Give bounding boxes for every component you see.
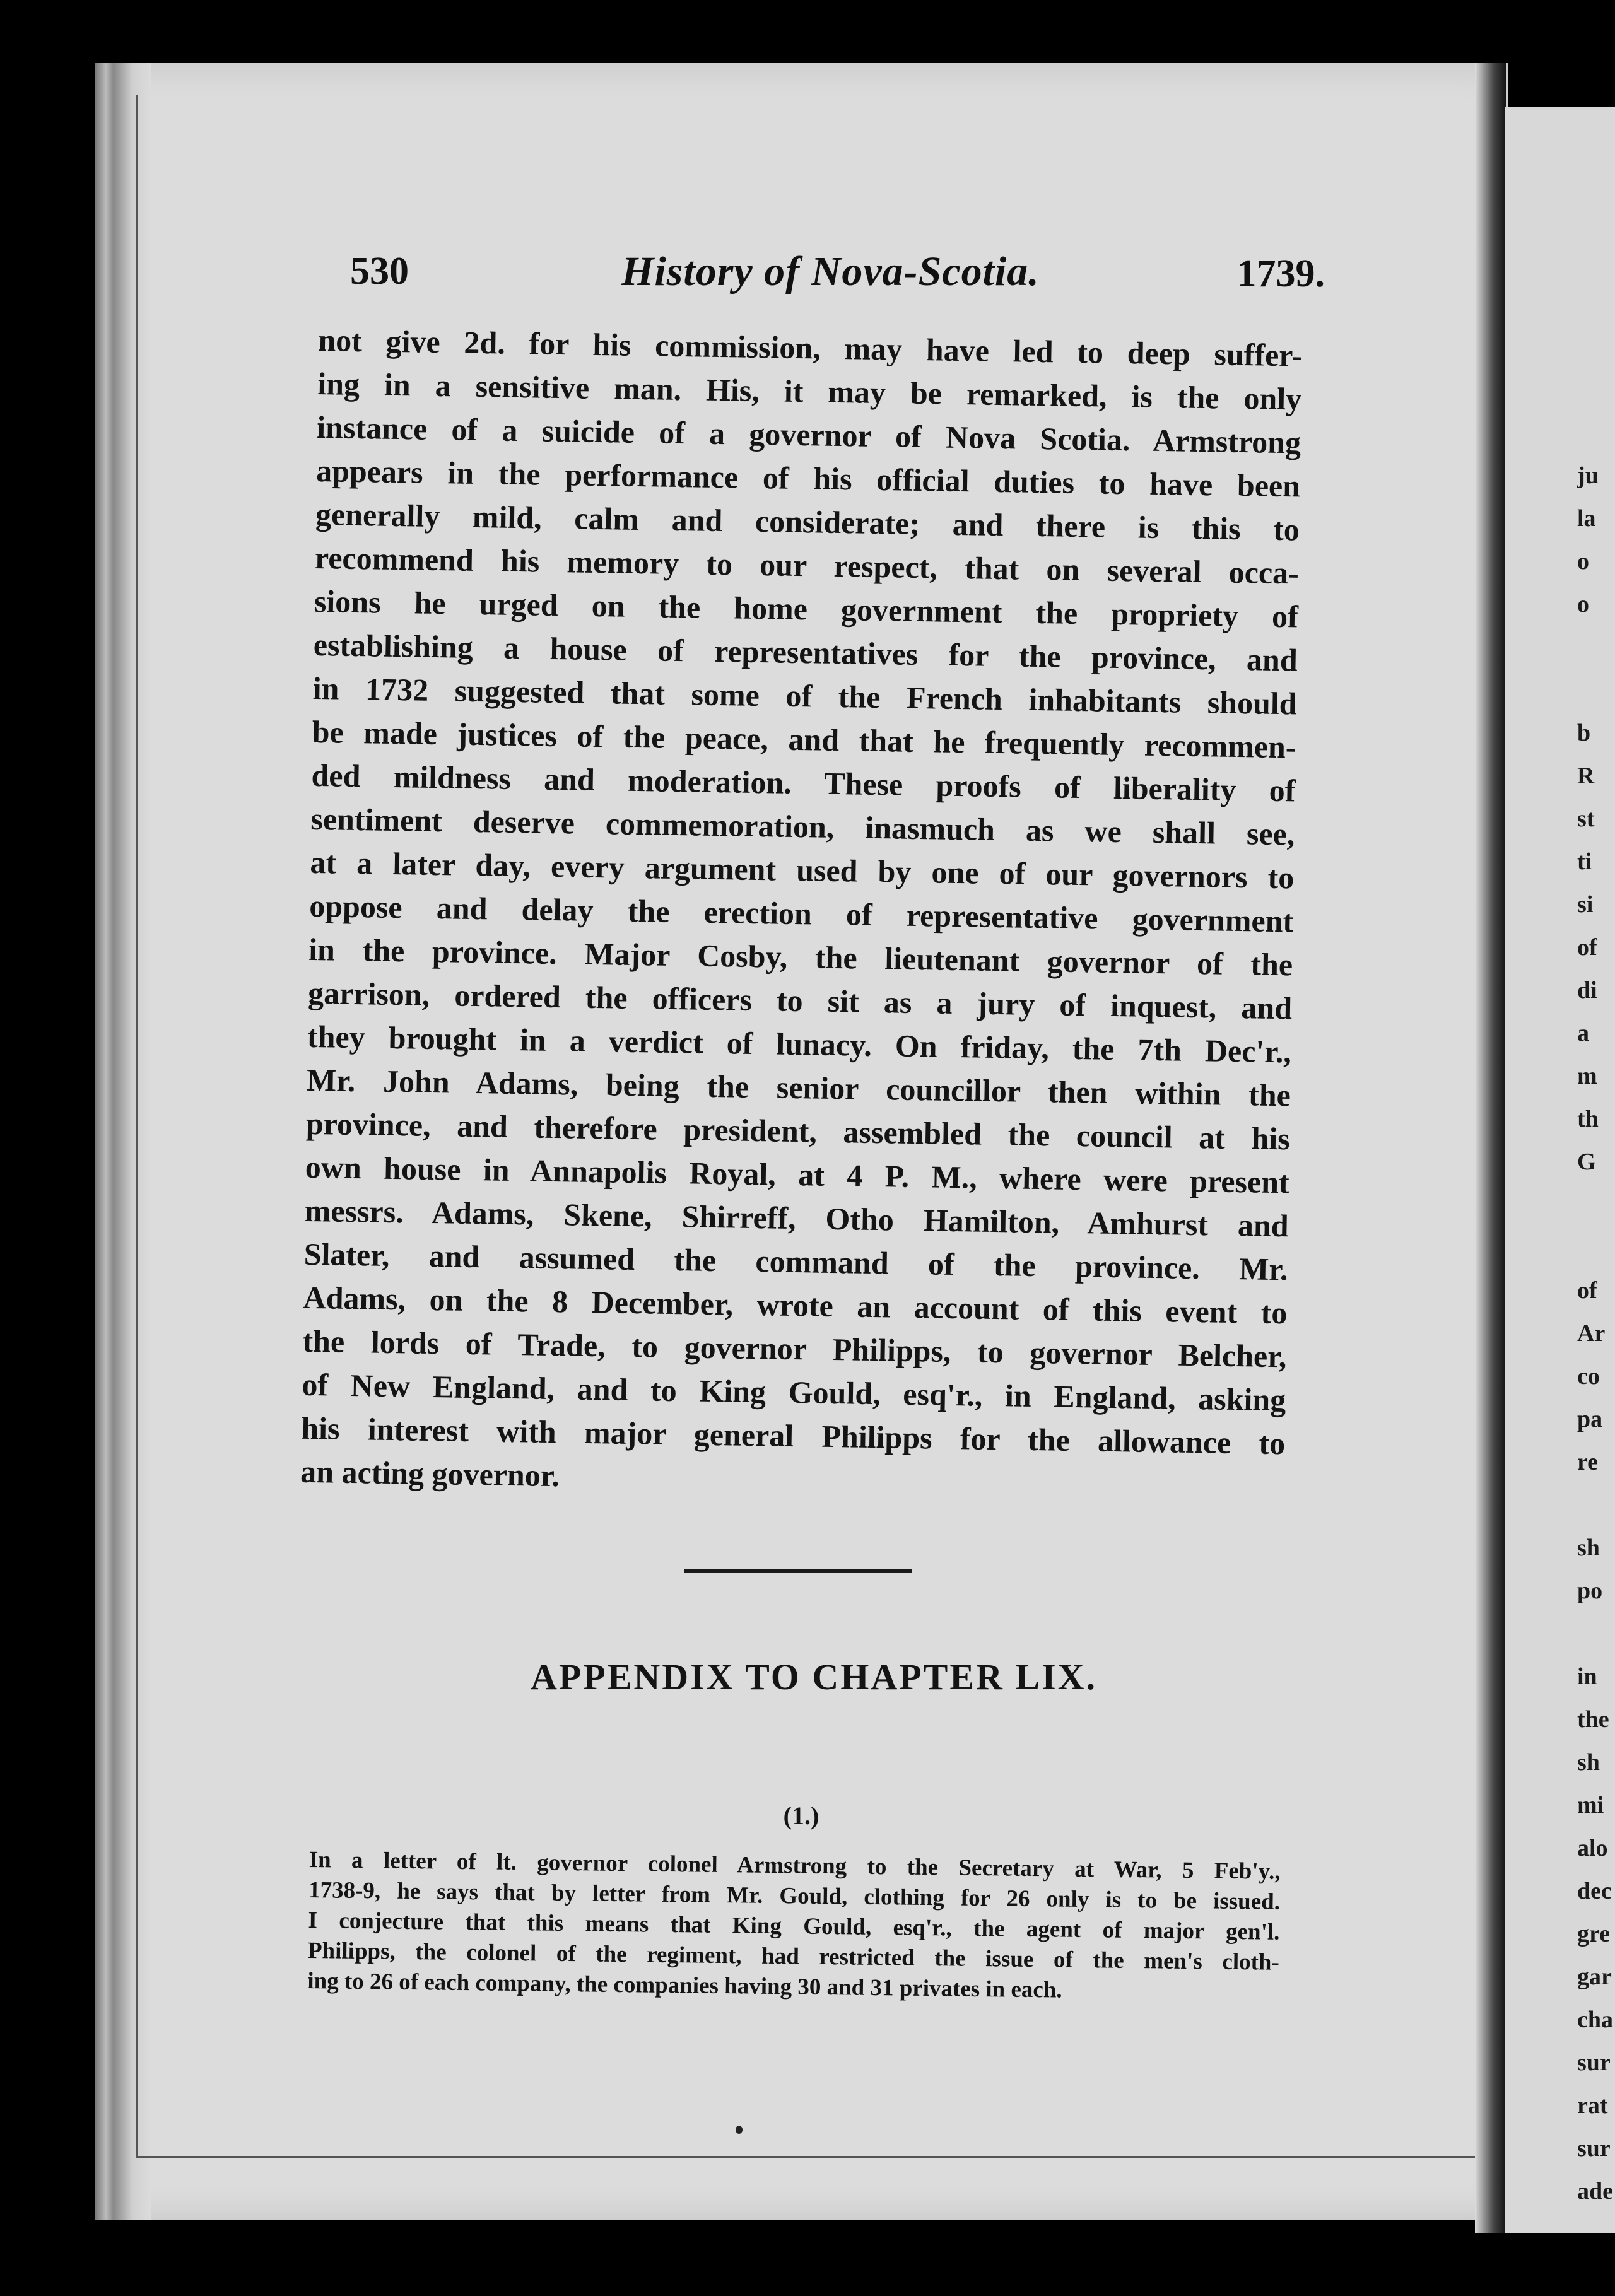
facing-page-fragment: R	[1577, 763, 1595, 789]
facing-page-fragment: po	[1577, 1578, 1603, 1604]
text-line: messrs. Adams, Skene, Shirreff, Otho Hamilton, Amhurst and	[304, 1192, 1289, 1244]
text-line: In a letter of lt. governor colonel Armstrong to the Secretary at War, 5 Feb'y.,	[308, 1846, 1281, 1885]
text-line: they brought in a verdict of lunacy. On friday, the 7th Dec'r.,	[307, 1018, 1292, 1070]
facing-page-fragment	[1577, 1226, 1615, 1269]
text-line: his interest with major general Philipps for the allowance to	[300, 1410, 1286, 1461]
facing-page-fragment	[1577, 626, 1615, 669]
text-line: at a later day, every argument used by one of our governors to	[310, 844, 1295, 896]
text-line: be made justices of the peace, and that he frequently recommen-	[312, 713, 1296, 765]
facing-page-text	[1577, 454, 1615, 2213]
text-line: an acting governor.	[300, 1453, 560, 1494]
text-line: recommend his memory to our respect, that on several occa-	[314, 539, 1300, 591]
facing-page-fragment: of	[1577, 1277, 1597, 1304]
facing-page-fragment: gar	[1577, 1964, 1612, 1990]
page-border-bottom	[136, 2156, 1498, 2158]
facing-page-fragment: ju	[1577, 462, 1599, 489]
facing-page-fragment: ti	[1577, 848, 1592, 875]
facing-page-fragment	[1577, 1183, 1615, 1226]
text-line: garrison, ordered the officers to sit as a jury of inquest, and	[307, 975, 1293, 1026]
text-line: I conjecture that this means that King Gould, esq'r., the agent of major gen'l.	[308, 1907, 1280, 1945]
header-year: 1739.	[1236, 252, 1325, 295]
page-number: 530	[350, 250, 409, 293]
text-line: ing to 26 of each company, the companies having 30 and 31 privates in each.	[307, 1967, 1062, 2003]
text-line: Slater, and assumed the command of the province. Mr.	[303, 1236, 1288, 1287]
text-line: establishing a house of representatives for the province, and	[313, 626, 1298, 678]
text-line: sions he urged on the home government the propriety of	[314, 583, 1299, 635]
text-line: the lords of Trade, to governor Philipps, to governor Belcher,	[302, 1323, 1287, 1374]
facing-page-fragment: re	[1577, 1449, 1599, 1475]
text-line: ing in a sensitive man. His, it may be remarked, is the only	[317, 365, 1302, 417]
section-divider-rule	[684, 1569, 912, 1573]
facing-page-fragment: ade	[1577, 2178, 1613, 2205]
text-line: appears in the performance of his official duties to have been	[315, 452, 1301, 504]
text-line: not give 2d. for his commission, may have led to deep suffer-	[318, 322, 1303, 373]
facing-page-fragment: o	[1577, 548, 1589, 575]
facing-page-fragment: mi	[1577, 1792, 1604, 1819]
facing-page-fragment: gre	[1577, 1921, 1611, 1947]
running-title: History of Nova-Scotia.	[621, 249, 1040, 295]
body-paragraph	[300, 319, 1303, 1509]
text-line: own house in Annapolis Royal, at 4 P. M., where were present	[305, 1149, 1290, 1200]
running-header	[350, 249, 1325, 306]
facing-page-fragment: th	[1577, 1106, 1599, 1132]
text-line: oppose and delay the erection of representative government	[308, 887, 1294, 939]
facing-page-fragment: pa	[1577, 1406, 1603, 1432]
text-line: in 1732 suggested that some of the French inhabitants should	[312, 670, 1298, 722]
facing-page-fragment: cha	[1577, 2006, 1613, 2033]
facing-page-fragment: di	[1577, 977, 1597, 1004]
facing-page-fragment: co	[1577, 1363, 1600, 1390]
text-line: of New England, and to King Gould, esq'r., in England, asking	[302, 1366, 1286, 1418]
facing-page-fragment: of	[1577, 934, 1597, 961]
facing-page-fragment: dec	[1577, 1878, 1612, 1904]
facing-page-fragment: the	[1577, 1706, 1609, 1733]
text-line: in the province. Major Cosby, the lieutenant governor of the	[308, 931, 1293, 983]
facing-page-fragment	[1577, 1484, 1615, 1526]
facing-page-fragment: sur	[1577, 2049, 1611, 2076]
text-line: sentiment deserve commemoration, inasmuch as we shall see,	[310, 800, 1295, 852]
facing-page-fragment: m	[1577, 1063, 1597, 1089]
appendix-heading: APPENDIX TO CHAPTER LIX.	[530, 1656, 1098, 1697]
text-line: Mr. John Adams, being the senior councillor then within the	[306, 1062, 1291, 1113]
facing-page-fragment: alo	[1577, 1835, 1608, 1861]
appendix-section-marker: (1.)	[783, 1801, 819, 1830]
page-binding-edge	[95, 63, 151, 2220]
text-line: Adams, on the 8 December, wrote an account of this event to	[303, 1279, 1288, 1331]
facing-page-fragment	[1577, 669, 1615, 712]
appendix-note	[307, 1845, 1281, 2008]
facing-page-fragment: sur	[1577, 2135, 1611, 2162]
facing-page-fragment: in	[1577, 1663, 1597, 1690]
text-line: Philipps, the colonel of the regiment, had restricted the issue of the men's cloth-	[307, 1937, 1280, 1976]
book-gutter	[1475, 63, 1506, 2233]
facing-page-fragment: a	[1577, 1020, 1589, 1046]
facing-page-fragment: Ar	[1577, 1320, 1606, 1347]
facing-page-fragment: o	[1577, 591, 1589, 618]
text-line: 1738-9, he says that by letter from Mr. Gould, clothing for 26 only is to be issued.	[308, 1877, 1281, 1915]
facing-page-fragment: sh	[1577, 1749, 1600, 1776]
text-line: instance of a suicide of a governor of Nova Scotia. Armstrong	[316, 409, 1301, 460]
facing-page-fragment: si	[1577, 891, 1594, 918]
text-line: province, and therefore president, assembled the council at his	[305, 1105, 1291, 1157]
page-border-left	[136, 95, 138, 2157]
facing-page-fragment: sh	[1577, 1535, 1600, 1561]
facing-page-fragment: la	[1577, 505, 1596, 532]
facing-page-fragment: G	[1577, 1149, 1596, 1175]
facing-page-fragment: b	[1577, 720, 1591, 746]
facing-page-fragment: st	[1577, 805, 1595, 832]
facing-page-fragment: rat	[1577, 2092, 1608, 2119]
text-line: generally mild, calm and considerate; and there is this to	[315, 496, 1300, 548]
facing-page-fragment	[1577, 1612, 1615, 1655]
text-line: ded mildness and moderation. These proofs of liberality of	[311, 757, 1296, 809]
ink-speck	[736, 2126, 743, 2134]
